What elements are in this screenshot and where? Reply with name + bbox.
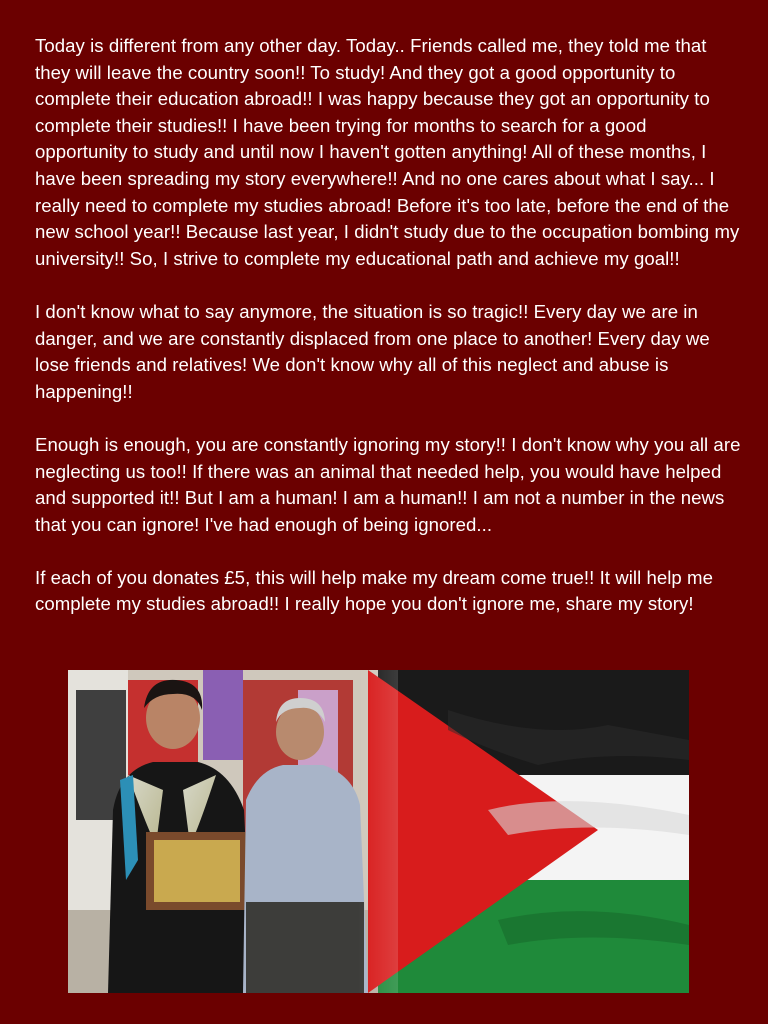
purple-decor xyxy=(203,670,243,760)
palestinian-flag xyxy=(368,670,689,993)
photo-illustration xyxy=(68,670,689,993)
story-paragraph-1: Today is different from any other day. Today.. Friends called me, they told me that they will leave the country soon!! To study! And they got a good opportunity to complete their education abroad!! I was happy because they got an opportunity to complete their studies!! I have been trying for months to search for a good opportunity to study and until now I haven't gotten anything! All of these months, I have been spreading my story everywhere!! And no one cares about what I say... I really need to complete my studies abroad! Before it's too late, before the end of the new school year!! Because last year, I didn't study due to the occupation bombing my university!! So, I strive to complete my educational path and achieve my goal!! xyxy=(35,35,740,269)
story-paragraph-4: If each of you donates £5, this will help make my dream come true!! It will help me complete my studies abroad!! I really hope you don't ignore me, share my story! xyxy=(35,566,713,615)
father-trousers xyxy=(246,902,364,993)
graduation-flag-photo xyxy=(68,670,689,993)
story-paragraph-2: I don't know what to say anymore, the situation is so tragic!! Every day we are in danger, and we are constantly displaced from one place to another! Every day we lose friends and relatives! We don't know why all of this neglect and abuse is happening!! xyxy=(35,300,710,402)
blend-overlay xyxy=(358,670,398,993)
story-paragraph-3: Enough is enough, you are constantly ignoring my story!! I don't know why you all are neglecting us too!! If there was an animal that needed help, you would have helped and supported it!! But I am a human! I am a human!! I am not a number in the news that you can ignore! I've had enough of being ignored... xyxy=(35,433,741,535)
story-text xyxy=(35,33,741,645)
certificate-face xyxy=(154,840,240,902)
